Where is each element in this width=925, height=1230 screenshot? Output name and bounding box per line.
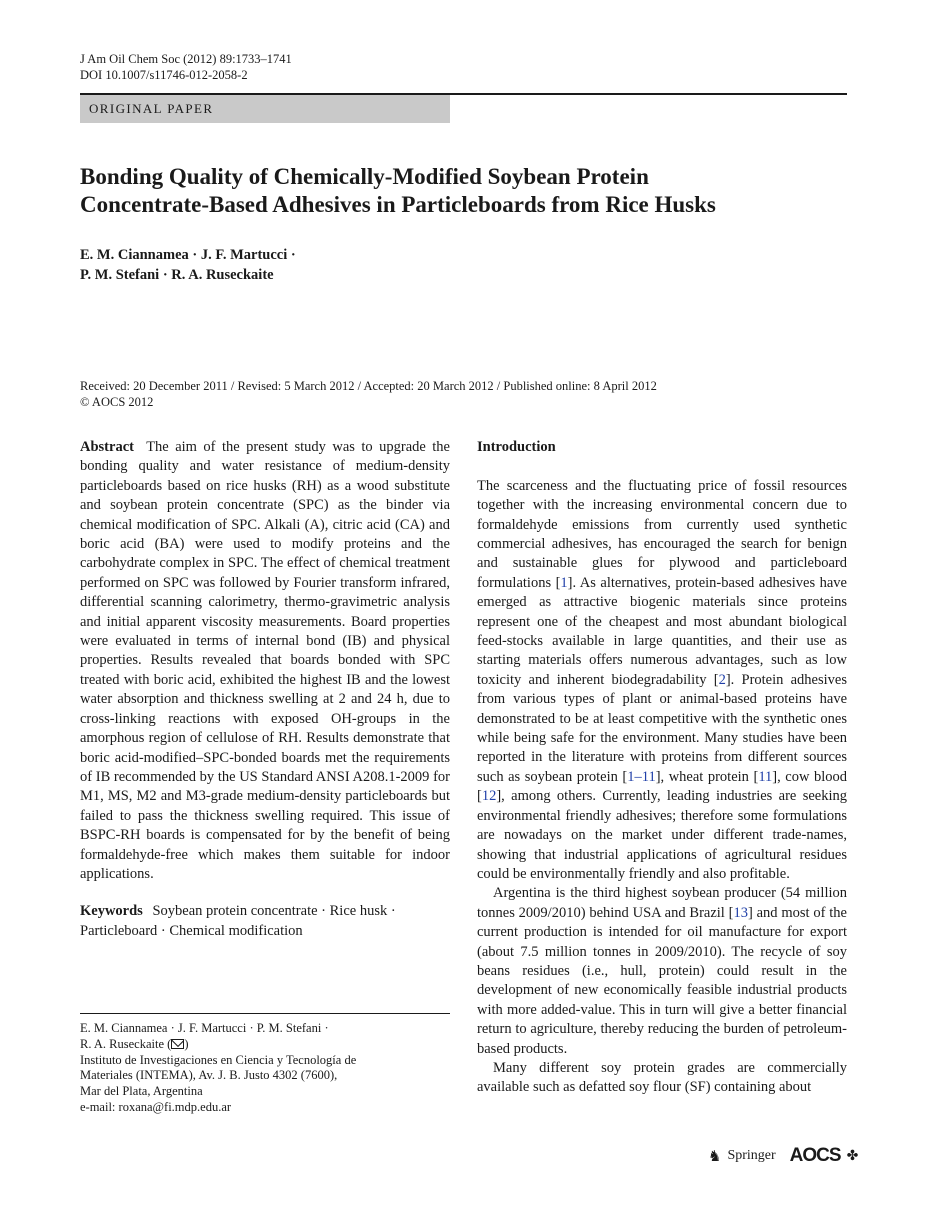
author-list [80,245,296,285]
article-title [80,163,847,219]
publication-history [80,378,657,410]
publisher-logos [708,1143,858,1169]
keywords [80,902,450,941]
springer-logo: Springer [727,1148,776,1163]
reference-link[interactable]: 12 [481,788,497,805]
affiliation-footnote [80,1021,450,1116]
introduction-heading: Introduction [477,439,556,455]
abstract [80,438,450,884]
corresponding-author: R. A. Ruseckaite ( ) [80,1036,189,1051]
envelope-icon[interactable] [171,1039,184,1049]
institution-line-3: Mar del Plata, Argentina [80,1084,203,1099]
intro-paragraph-3: Many different soy protein grades are commercially available such as defatted soy flour (SF) containing about [477,1059,847,1096]
title-line-2: Concentrate-Based Adhesives in Particleboards from Rice Husks [80,192,716,217]
history-dates: Received: 20 December 2011 / Revised: 5 March 2012 / Accepted: 20 March 2012 / Published online: 8 April 2012 [80,379,657,393]
journal-citation: J Am Oil Chem Soc (2012) 89:1733–1741 [80,52,292,66]
reference-link[interactable]: 13 [733,904,748,921]
keywords-text: Soybean protein concentrate · Rice husk · Particleboard · Chemical modification [80,903,396,939]
abstract-label: Abstract [80,439,134,455]
intro-paragraph-1: The scarceness and the fluctuating price of fossil resources together with the increasing environmental concern due to formaldehyde emissions from currently used synthetic commercial adhesives, has encouraged the search for benign and sustainable glues for plywood and particleboard formulations [1]. As alternatives, protein-based adhesives have emerged as attractive biogenic materials since proteins represent one of the cheapest and most abundant biological feed-stocks available in large quantities, and their use as starting materials offers numerous advantages, such as low toxicity and inherent biodegradability [2]. Protein adhesives from various types of plant or animal-based proteins have demonstrated to be at least competitive with the synthetic ones while being safe for the environment. Many studies have been reported in the literature with proteins from different sources such as soybean protein [1–11], wheat protein [11], cow blood [12], among others. Currently, leading industries are seeking environmental friendly adhesives; therefore some formulations are nowadays on the market under different trade-names, showing that industrial applications of agricultural residues could be environmentally friendly and also profitable. [477,477,848,882]
intro-paragraph-2: Argentina is the third highest soybean producer (54 million tonnes 2009/2010) behind USA and Brazil [13] and most of the current production is intended for oil manufacture for export (about 7.5 million tonnes in 2009/2010). The recycle of soy beans residues (i.e., hull, protein) could result in the development of new economically feasible industrial products with more added-value. This in turn will give a better financial return to agriculture, thereby reducing the burden of petroleum-based products. [477,885,847,1057]
reference-link[interactable]: 1–11 [627,768,656,785]
section-label: ORIGINAL PAPER [80,95,450,123]
footnote-rule [80,1013,450,1014]
right-column [477,438,847,1098]
title-line-1: Bonding Quality of Chemically-Modified Soybean Protein [80,164,649,189]
aocs-emblem-icon: ✤ [846,1148,859,1164]
institution-line-2: Materiales (INTEMA), Av. J. B. Justo 4302 (7600), [80,1068,338,1083]
keywords-label: Keywords [80,903,143,920]
authors-line-2: P. M. Stefani · R. A. Ruseckaite [80,267,274,283]
copyright: © AOCS 2012 [80,395,154,409]
aocs-logo: AOCS [789,1145,841,1166]
affiliation-authors: E. M. Ciannamea · J. F. Martucci · P. M. Stefani · [80,1021,329,1035]
authors-line-1: E. M. Ciannamea · J. F. Martucci · [80,247,296,263]
springer-horse-icon: ♞ [708,1148,722,1165]
doi[interactable]: DOI 10.1007/s11746-012-2058-2 [80,68,248,82]
email[interactable]: e-mail: roxana@fi.mdp.edu.ar [80,1099,232,1114]
institution-line-1: Instituto de Investigaciones en Ciencia y Tecnología de [80,1052,357,1067]
reference-link[interactable]: 1 [560,574,568,591]
left-column [80,438,450,941]
reference-link[interactable]: 2 [718,671,726,688]
reference-link[interactable]: 11 [758,768,773,785]
abstract-text: The aim of the present study was to upgrade the bonding quality and water resistance of medium-density particleboards based on rice husks (RH) as a wood substitute and soybean protein concentrate (SPC) as the binder via chemical modification of SPC. Alkali (A), citric acid (CA) and boric acid (BA) were used to modify proteins and the carbohydrate complex in SPC. The effect of chemical treatment performed on SPC was followed by Fourier transform infrared, differential scanning calorimetry, thermo-gravimetric analysis and initial apparent viscosity measurements. Board properties were evaluated in terms of internal bond (IB) and physical properties. Results revealed that boards bonded with SPC treated with boric acid, exhibited the highest IB and the lowest water absorption and thickness swelling at 2 and 24 h, due to cross-linking reactions with exposed OH-groups in the amorphous region of cellulose of RH. Results demonstrate that boric acid-modified–SPC-bonded boards met the requirements of IB recommended by the US Standard ANSI A208.1-2009 for M1, MS, M2 and M3-grade medium-density particleboards but failed to pass the thickness swelling required. This issue of BSPC-RH boards is compensated for by the benefit of being formaldehyde-free which makes them suitable for indoor applications. [80,439,450,882]
